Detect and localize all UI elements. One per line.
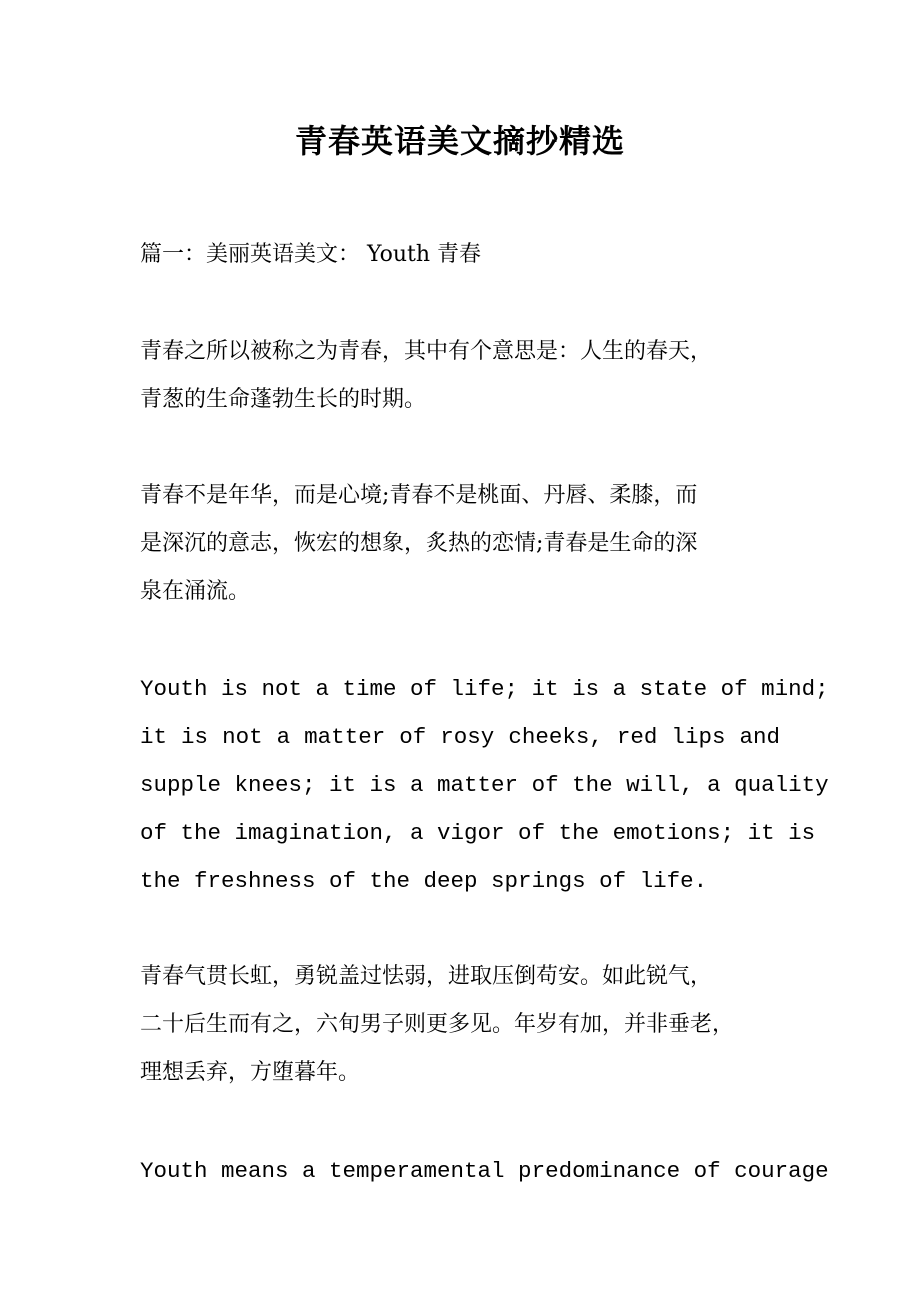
paragraph-3-line-2: it is not a matter of rosy cheeks, red lips and <box>140 724 780 750</box>
paragraph-4-line-1: 青春气贯长虹，勇锐盖过怯弱，进取压倒苟安。如此锐气， <box>140 964 713 989</box>
paragraph-3-line-3: supple knees; it is a matter of the will, a quality <box>140 772 829 798</box>
paragraph-3-line-4: of the imagination, a vigor of the emotions; it is <box>140 820 816 846</box>
paragraph-3-line-5: the freshness of the deep springs of life. <box>140 868 708 894</box>
paragraph-2-line-2: 是深沉的意志，恢宏的想象，炙热的恋情;青春是生命的深 <box>140 531 698 556</box>
paragraph-4-line-2: 二十后生而有之，六旬男子则更多见。年岁有加，并非垂老， <box>140 1012 735 1037</box>
paragraph-4-line-3: 理想丢弃，方堕暮年。 <box>140 1060 361 1085</box>
paragraph-3-line-1: Youth is not a time of life; it is a state of mind; <box>140 676 829 702</box>
paragraph-5-line-1: Youth means a temperamental predominance of courage <box>140 1158 829 1184</box>
paragraph-1-line-1: 青春之所以被称之为青春，其中有个意思是：人生的春天， <box>140 339 713 364</box>
section-heading: 篇一：美丽英语美文： Youth 青春 <box>140 242 482 267</box>
paragraph-2-line-3: 泉在涌流。 <box>140 579 251 604</box>
document-title: 青春英语美文摘抄精选 <box>294 122 625 160</box>
paragraph-2-line-1: 青春不是年华，而是心境;青春不是桃面、丹唇、柔膝，而 <box>140 483 698 508</box>
paragraph-1-line-2: 青葱的生命蓬勃生长的时期。 <box>140 387 427 412</box>
